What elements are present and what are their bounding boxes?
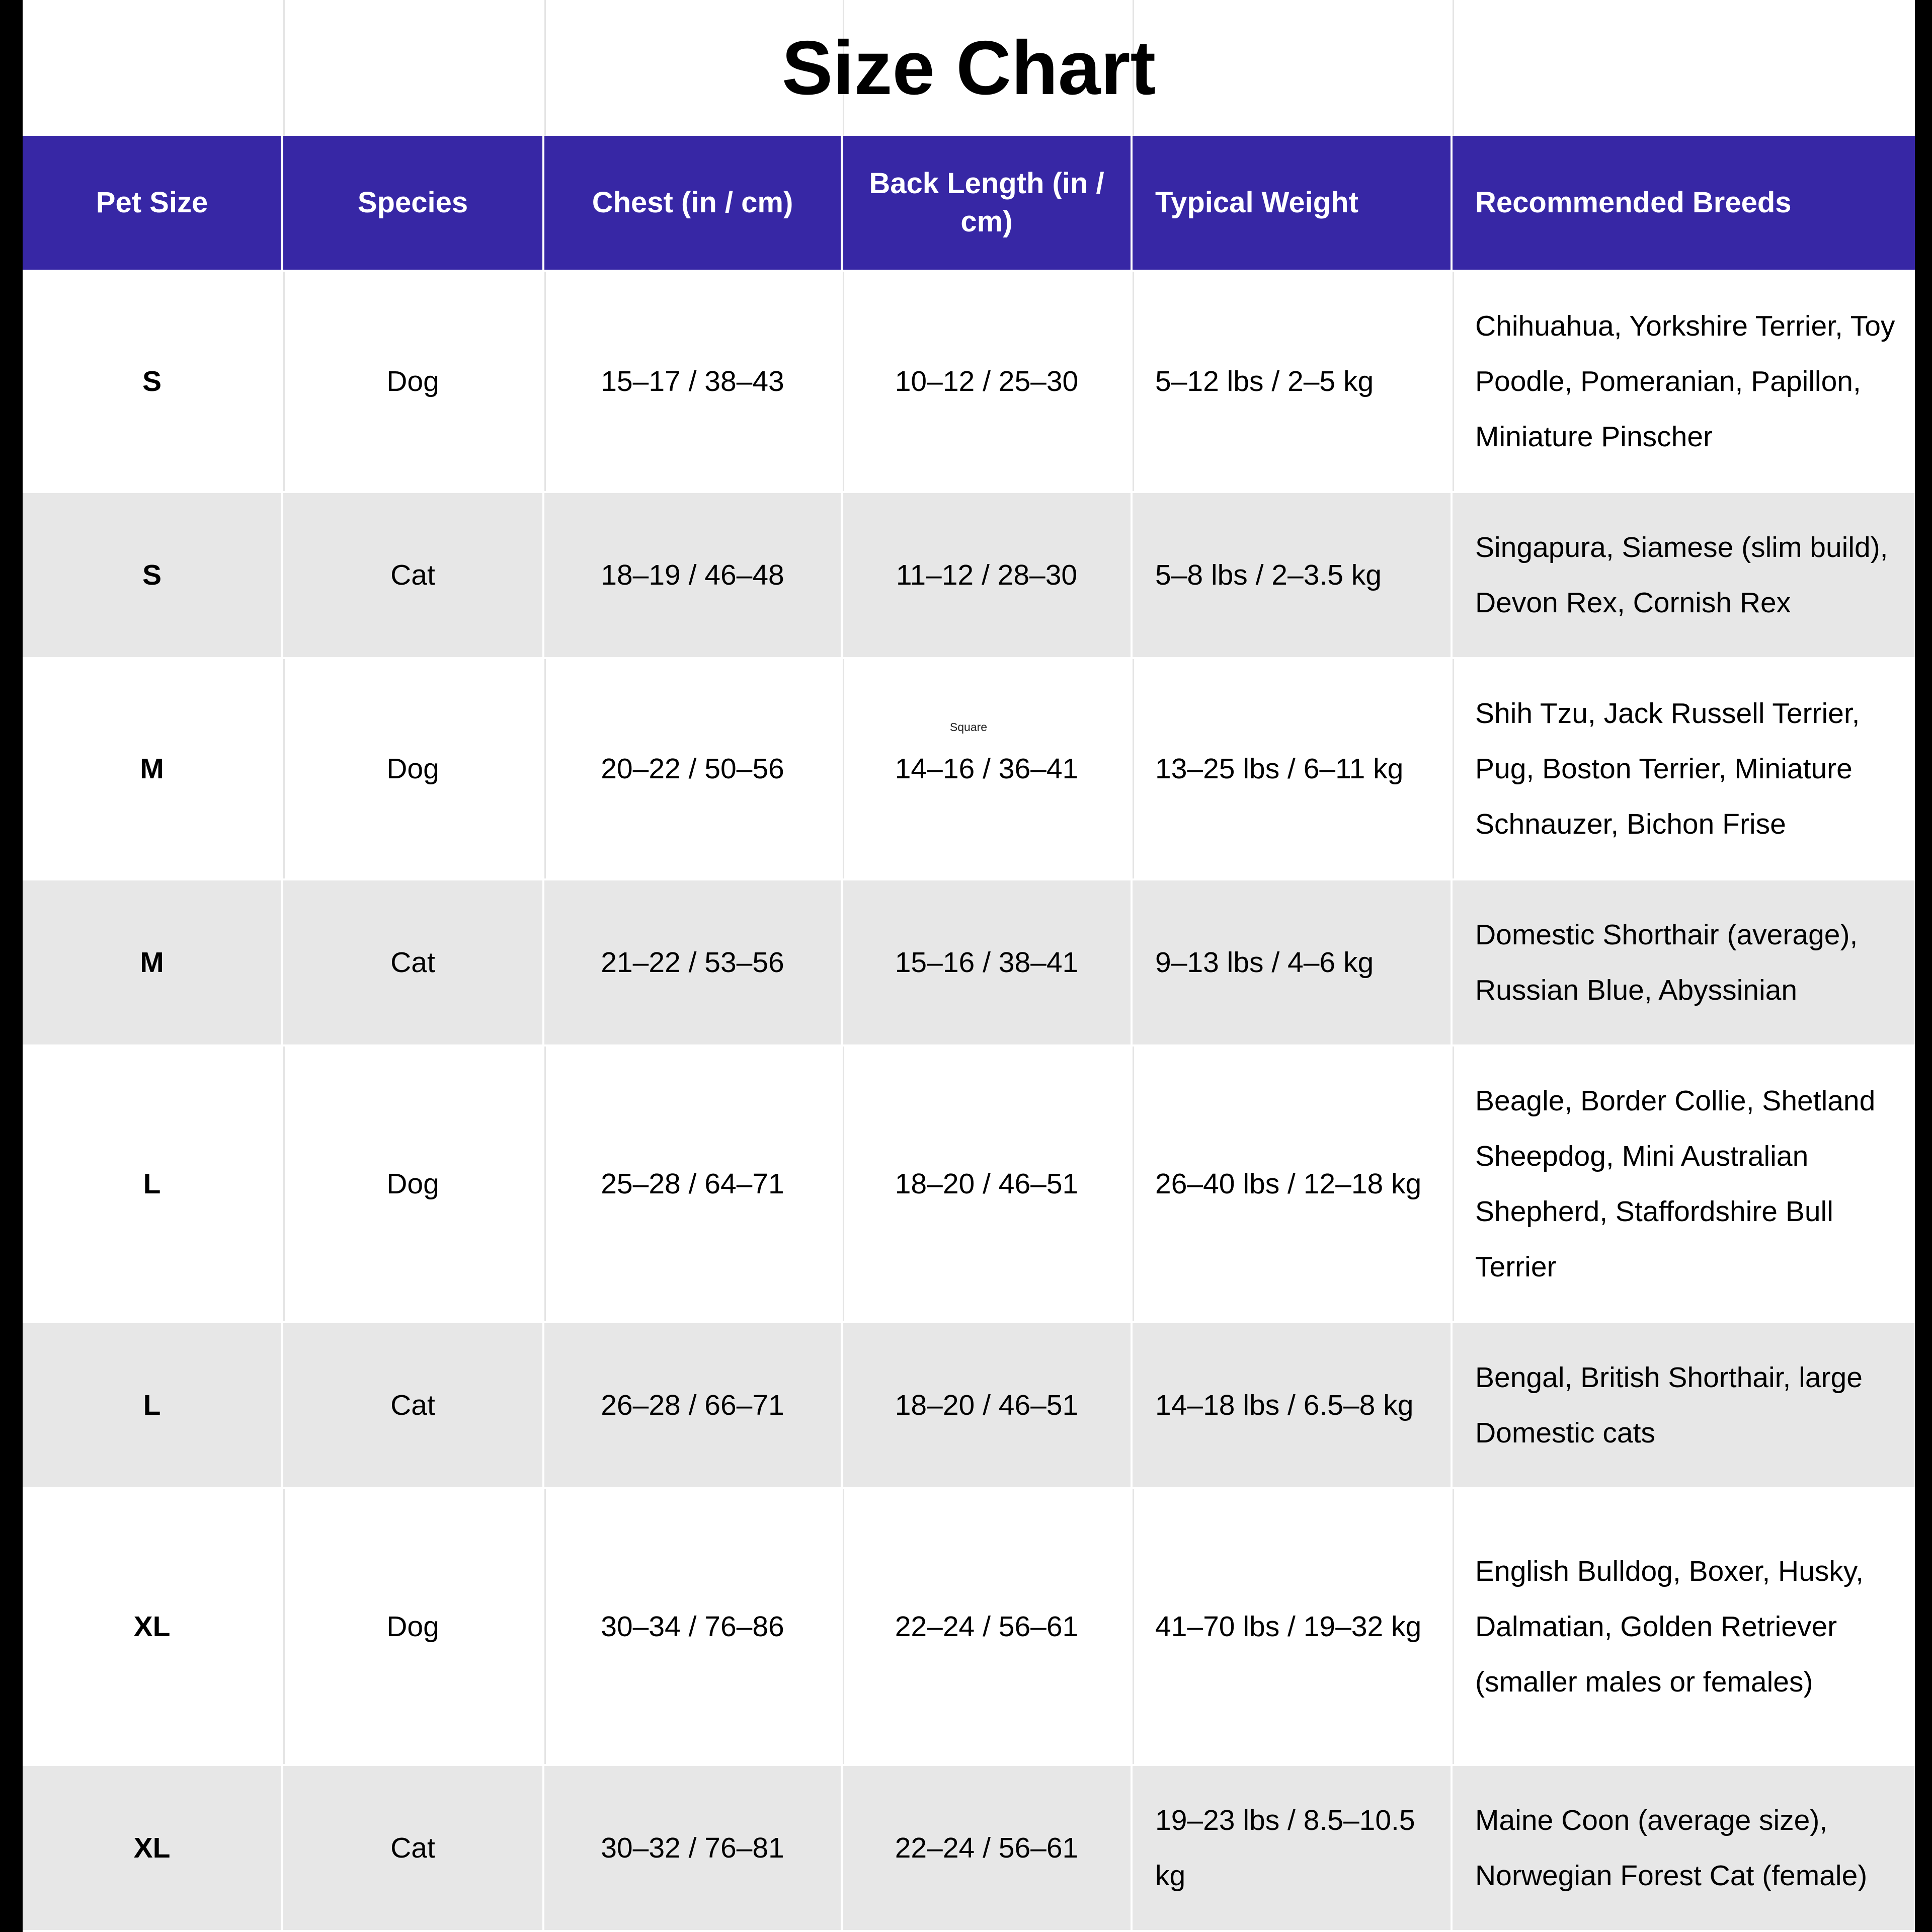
cell-recommended-breeds: Maine Coon (average size), Norwegian Forest Cat (female): [1453, 1766, 1915, 1930]
cell-pet-size: M: [140, 753, 164, 785]
cell-pet-size: S: [23, 493, 283, 657]
cell-typical-weight: 13–25 lbs / 6–11 kg: [1155, 753, 1404, 785]
cell-species: Cat: [283, 880, 544, 1044]
table-row: [23, 272, 1915, 493]
cell-species: Cat: [283, 1766, 544, 1930]
table-row: [23, 493, 1915, 659]
cell-recommended-breeds: Bengal, British Shorthair, large Domestic cats: [1453, 1323, 1915, 1487]
cell-chest: 30–34 / 76–86: [601, 1611, 784, 1643]
cell-back-length: 18–20 / 46–51: [895, 1168, 1079, 1200]
page-title: Size Chart: [781, 25, 1156, 111]
cell-pet-size: L: [23, 1323, 283, 1487]
cell-species: Cat: [283, 493, 544, 657]
table-row: [23, 1766, 1915, 1932]
table-row: [23, 659, 1915, 880]
cell-chest: 15–17 / 38–43: [601, 365, 784, 397]
table-row: [23, 1489, 1915, 1766]
cell-typical-weight: 41–70 lbs / 19–32 kg: [1155, 1611, 1422, 1643]
cell-back-length: 18–20 / 46–51: [843, 1323, 1133, 1487]
cell-back-length: 15–16 / 38–41: [843, 880, 1133, 1044]
cell-chest: 26–28 / 66–71: [544, 1323, 843, 1487]
title-band: [23, 0, 1915, 136]
cell-species: Cat: [283, 1323, 544, 1487]
square-watermark: Square: [949, 720, 988, 734]
column-header-chest: Chest (in / cm): [544, 136, 843, 270]
left-black-bar: [0, 0, 23, 1932]
cell-species: Dog: [386, 1168, 439, 1200]
cell-chest: 25–28 / 64–71: [601, 1168, 784, 1200]
column-header-typical-weight: Typical Weight: [1133, 136, 1453, 270]
cell-chest: 18–19 / 46–48: [544, 493, 843, 657]
cell-back-length: 11–12 / 28–30: [843, 493, 1133, 657]
cell-species: Dog: [386, 365, 439, 397]
cell-recommended-breeds: Domestic Shorthair (average), Russian Blue, Abyssinian: [1453, 880, 1915, 1044]
size-table: [23, 136, 1915, 1932]
cell-typical-weight: 26–40 lbs / 12–18 kg: [1155, 1168, 1422, 1200]
cell-chest: 20–22 / 50–56: [601, 753, 784, 785]
table-row: [23, 1323, 1915, 1489]
table-body: [23, 272, 1915, 1932]
cell-typical-weight: 19–23 lbs / 8.5–10.5 kg: [1133, 1766, 1453, 1930]
column-header-recommended-breeds: Recommended Breeds: [1453, 136, 1915, 270]
column-header-species: Species: [283, 136, 544, 270]
cell-recommended-breeds: English Bulldog, Boxer, Husky, Dalmatian, Golden Retriever (smaller males or females): [1475, 1555, 1864, 1698]
cell-back-length: 10–12 / 25–30: [895, 365, 1079, 397]
cell-pet-size: XL: [23, 1766, 283, 1930]
right-black-bar: [1915, 0, 1932, 1932]
table-card: [23, 0, 1915, 1932]
cell-recommended-breeds: Beagle, Border Collie, Shetland Sheepdog, Mini Australian Shepherd, Staffordshire Bull Terrier: [1475, 1085, 1876, 1283]
cell-back-length: 22–24 / 56–61: [843, 1766, 1133, 1930]
cell-back-length: 22–24 / 56–61: [895, 1611, 1079, 1643]
column-header-back-length: Back Length (in / cm): [843, 136, 1133, 270]
column-header-pet-size: Pet Size: [23, 136, 283, 270]
cell-chest: 30–32 / 76–81: [544, 1766, 843, 1930]
cell-typical-weight: 9–13 lbs / 4–6 kg: [1133, 880, 1453, 1044]
cell-recommended-breeds: Shih Tzu, Jack Russell Terrier, Pug, Boston Terrier, Miniature Schnauzer, Bichon Frise: [1475, 697, 1860, 840]
table-row: [23, 1046, 1915, 1323]
cell-recommended-breeds: Singapura, Siamese (slim build), Devon Rex, Cornish Rex: [1453, 493, 1915, 657]
cell-pet-size: S: [142, 365, 162, 397]
cell-typical-weight: 5–8 lbs / 2–3.5 kg: [1133, 493, 1453, 657]
cell-chest: 21–22 / 53–56: [544, 880, 843, 1044]
table-row: [23, 880, 1915, 1046]
cell-pet-size: M: [23, 880, 283, 1044]
cell-typical-weight: 5–12 lbs / 2–5 kg: [1155, 365, 1374, 397]
cell-pet-size: XL: [133, 1611, 171, 1643]
cell-species: Dog: [386, 753, 439, 785]
cell-pet-size: L: [143, 1168, 161, 1200]
cell-typical-weight: 14–18 lbs / 6.5–8 kg: [1133, 1323, 1453, 1487]
cell-back-length: 14–16 / 36–41: [895, 753, 1079, 785]
table-header-row: [23, 136, 1915, 272]
cell-species: Dog: [386, 1611, 439, 1643]
cell-recommended-breeds: Chihuahua, Yorkshire Terrier, Toy Poodle, Pomeranian, Papillon, Miniature Pinscher: [1475, 310, 1895, 453]
